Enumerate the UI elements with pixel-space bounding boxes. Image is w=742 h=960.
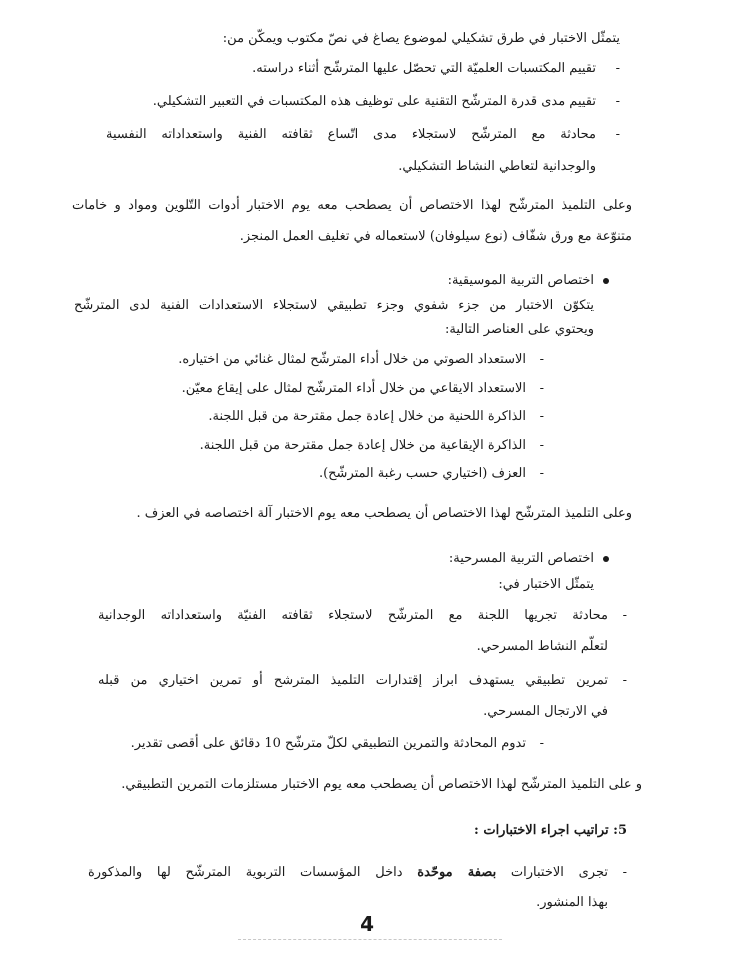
music-item-2: الاستعداد الايقاعي من خلال أداء المترشّح لمثال على إيقاع معيّن. xyxy=(181,381,526,396)
footer-rule xyxy=(238,939,502,940)
dash-bullet: - xyxy=(539,438,544,453)
intro-item-3: محادثة مع المترشّح لاستجلاء مدى اتّساع ثقافته الفنية واستعداداته النفسية xyxy=(106,127,596,142)
dash-bullet: - xyxy=(539,736,544,751)
music-item-1: الاستعداد الصوتي من خلال أداء المترشّح لمثال غنائي من اختياره. xyxy=(178,352,526,367)
music-intro-2: ويحتوي على العناصر التالية: xyxy=(444,322,594,337)
dash-bullet: - xyxy=(539,466,544,481)
section5-heading: 5: تراتيب اجراء الاختبارات : xyxy=(474,823,627,838)
bullet-dot xyxy=(603,278,609,284)
dash-bullet: - xyxy=(615,127,620,142)
music-intro-1: يتكوّن الاختبار من جزء شفوي وجزء تطبيقي لاستجلاء الاستعدادات الفنية لدى المترشّح xyxy=(74,298,594,313)
page-number: 4 xyxy=(360,912,374,936)
bullet-dot xyxy=(603,556,609,562)
music-item-4: الذاكرة الإيقاعية من خلال إعادة جمل مقترحة من قبل اللجنة. xyxy=(199,438,526,453)
section5-item-1 xyxy=(88,864,608,882)
intro-item-3-cont: والوجدانية لتعاطي النشاط التشكيلي. xyxy=(398,159,596,174)
dash-bullet: - xyxy=(539,352,544,367)
dash-bullet: - xyxy=(615,94,620,109)
dash-bullet: - xyxy=(622,608,627,623)
theatre-item-1: محادثة تجريها اللجنة مع المترشّح لاستجلاء ثقافته الفنيّة واستعداداته الوجدانية xyxy=(98,608,608,623)
dash-bullet: - xyxy=(539,409,544,424)
theatre-note: و على التلميذ المترشّح لهذا الاختصاص أن يصطحب معه يوم الاختبار مستلزمات التمرين التطبيقي. xyxy=(121,777,642,792)
plastic-note-line-2: متنوّعة مع ورق شفّاف (نوع سيلوفان) لاستعماله في تغليف العمل المنجز. xyxy=(239,229,632,244)
theatre-heading: اختصاص التربية المسرحية: xyxy=(448,551,594,566)
theatre-intro: يتمثّل الاختبار في: xyxy=(498,577,594,592)
intro-line: يتمثّل الاختبار في طرق تشكيلي لموضوع يصاغ في نصّ مكتوب ويمكّن من: xyxy=(222,31,620,46)
theatre-item-1-cont: لتعلّم النشاط المسرحي. xyxy=(476,639,608,654)
theatre-item-2-cont: في الارتجال المسرحي. xyxy=(483,704,608,719)
plastic-note-line-1: وعلى التلميذ المترشّح لهذا الاختصاص أن يصطحب معه يوم الاختبار أدوات التّلوين ومواد و خامات xyxy=(72,198,632,213)
theatre-item-2: تمرين تطبيقي يستهدف ابراز إقتدارات التلميذ المترشح أو تمرين اختياري من قبله xyxy=(98,673,608,688)
intro-item-1: تقييم المكتسبات العلميّة التي تحصّل عليها المترشّح أثناء دراسته. xyxy=(252,61,596,76)
section5-item-1-bold: بصفة موحّدة xyxy=(417,865,497,880)
music-heading: اختصاص التربية الموسيقية: xyxy=(447,273,594,288)
music-item-3: الذاكرة اللحنية من خلال إعادة جمل مقترحة من قبل اللجنة. xyxy=(208,409,526,424)
section5-item-1-end: داخل المؤسسات التربوية المترشّح لها والمذكورة xyxy=(88,865,418,880)
music-item-5: العزف (اختياري حسب رغبة المترشّح). xyxy=(318,466,526,481)
dash-bullet: - xyxy=(615,61,620,76)
dash-bullet: - xyxy=(622,673,627,688)
music-note: وعلى التلميذ المترشّح لهذا الاختصاص أن يصطحب معه يوم الاختبار آلة اختصاصه في العزف . xyxy=(136,506,632,521)
intro-item-2: تقييم مدى قدرة المترشّح التقنية على توظيف هذه المكتسبات في التعبير التشكيلي. xyxy=(152,94,596,109)
theatre-item-3: تدوم المحادثة والتمرين التطبيقي لكلّ مترشّح 10 دقائق على أقصى تقدير. xyxy=(130,736,526,751)
dash-bullet: - xyxy=(539,381,544,396)
dash-bullet: - xyxy=(622,865,627,880)
section5-item-1-start: تجرى الاختبارات xyxy=(496,865,608,880)
section5-item-1-cont: بهذا المنشور. xyxy=(536,895,608,910)
